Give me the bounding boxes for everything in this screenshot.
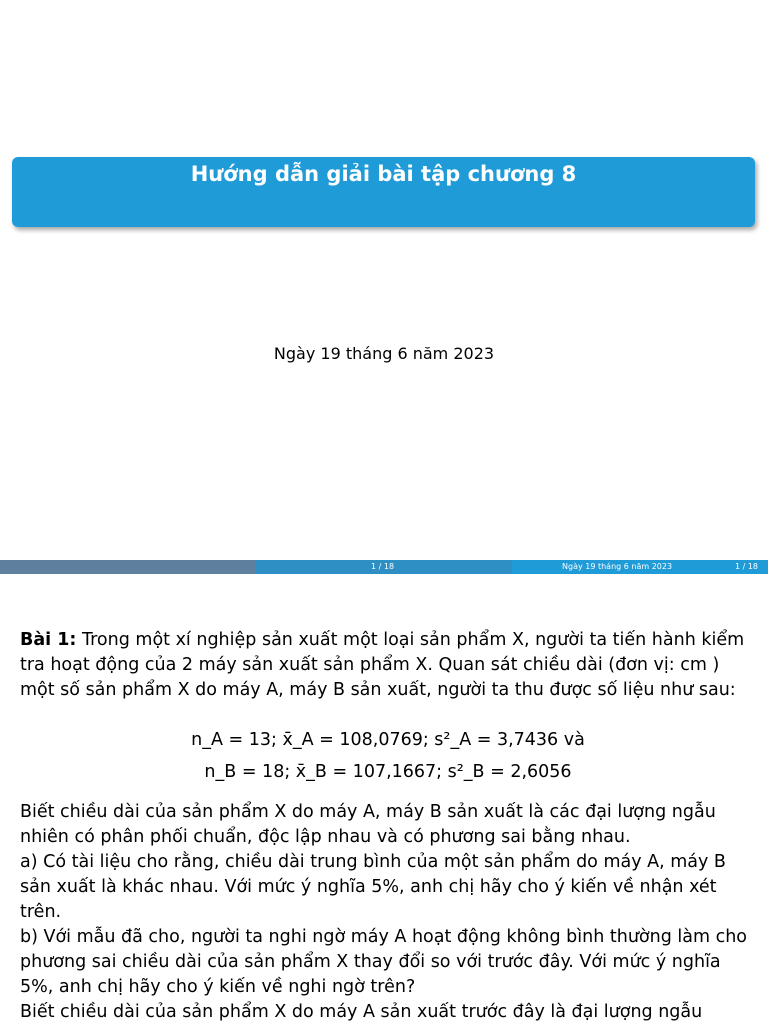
- problem-slide: [0, 576, 768, 1024]
- footer-bar: [0, 560, 768, 574]
- title-banner: [12, 157, 755, 227]
- footer-segment-left: [0, 560, 256, 574]
- slide-date: Ngày 19 tháng 6 năm 2023: [273, 344, 495, 363]
- footer-page-total-right: 18: [747, 562, 758, 571]
- question-c-start: Biết chiều dài của sản phẩm X do máy A sản xuất trước đây là đại lượng ngẫu: [20, 1002, 703, 1022]
- problem-label: Bài 1:: [20, 630, 77, 650]
- problem-intro-text: Trong một xí nghiệp sản xuất một loại sản phẩm X, người ta tiến hành kiểm tra hoạt động của 2 máy sản xuất sản phẩm X. Quan sát chiều dài (đơn vị: cm ) một số sản phẩm X do máy A, máy B sản xuất, người ta thu được số liệu như sau:: [20, 630, 745, 700]
- footer-page-number-right: 1 / 18: [734, 562, 758, 571]
- equation-machine-b: n_B = 18; x̄_B = 107,1667; s²_B = 2,6056: [204, 762, 572, 782]
- footer-page-number: 1 / 18: [371, 562, 395, 571]
- question-b: b) Với mẫu đã cho, người ta nghi ngờ máy A hoạt động không bình thường làm cho phương sai chiều dài của sản phẩm X thay đổi so với trước đây. Với mức ý nghĩa 5%, anh chị hãy cho ý kiến về nghi ngờ trên?: [20, 927, 748, 997]
- footer-segment-right: [512, 560, 768, 574]
- problem-body: [20, 628, 756, 1022]
- problem-intro: [20, 628, 756, 703]
- footer-segment-middle: [256, 560, 512, 574]
- footer-page-current-right: 1: [734, 562, 741, 571]
- footer-page-current: 1: [371, 562, 377, 571]
- assumption-text: Biết chiều dài của sản phẩm X do máy A, máy B sản xuất là các đại lượng ngẫu nhiên có phân phối chuẩn, độc lập nhau và có phương sai bằng nhau.: [20, 802, 716, 847]
- problem-questions: [20, 800, 756, 1025]
- slide-title: Hướng dẫn giải bài tập chương 8: [190, 162, 577, 186]
- equation-machine-a: n_A = 13; x̄_A = 108,0769; s²_A = 3,7436 và: [191, 730, 585, 750]
- footer-page-total: 18: [383, 562, 395, 571]
- footer-date: Ngày 19 tháng 6 năm 2023: [562, 562, 673, 571]
- question-a: a) Có tài liệu cho rằng, chiều dài trung bình của một sản phẩm do máy A, máy B sản xuất là khác nhau. Với mức ý nghĩa 5%, anh chị hãy cho ý kiến về nhận xét trên.: [20, 852, 726, 922]
